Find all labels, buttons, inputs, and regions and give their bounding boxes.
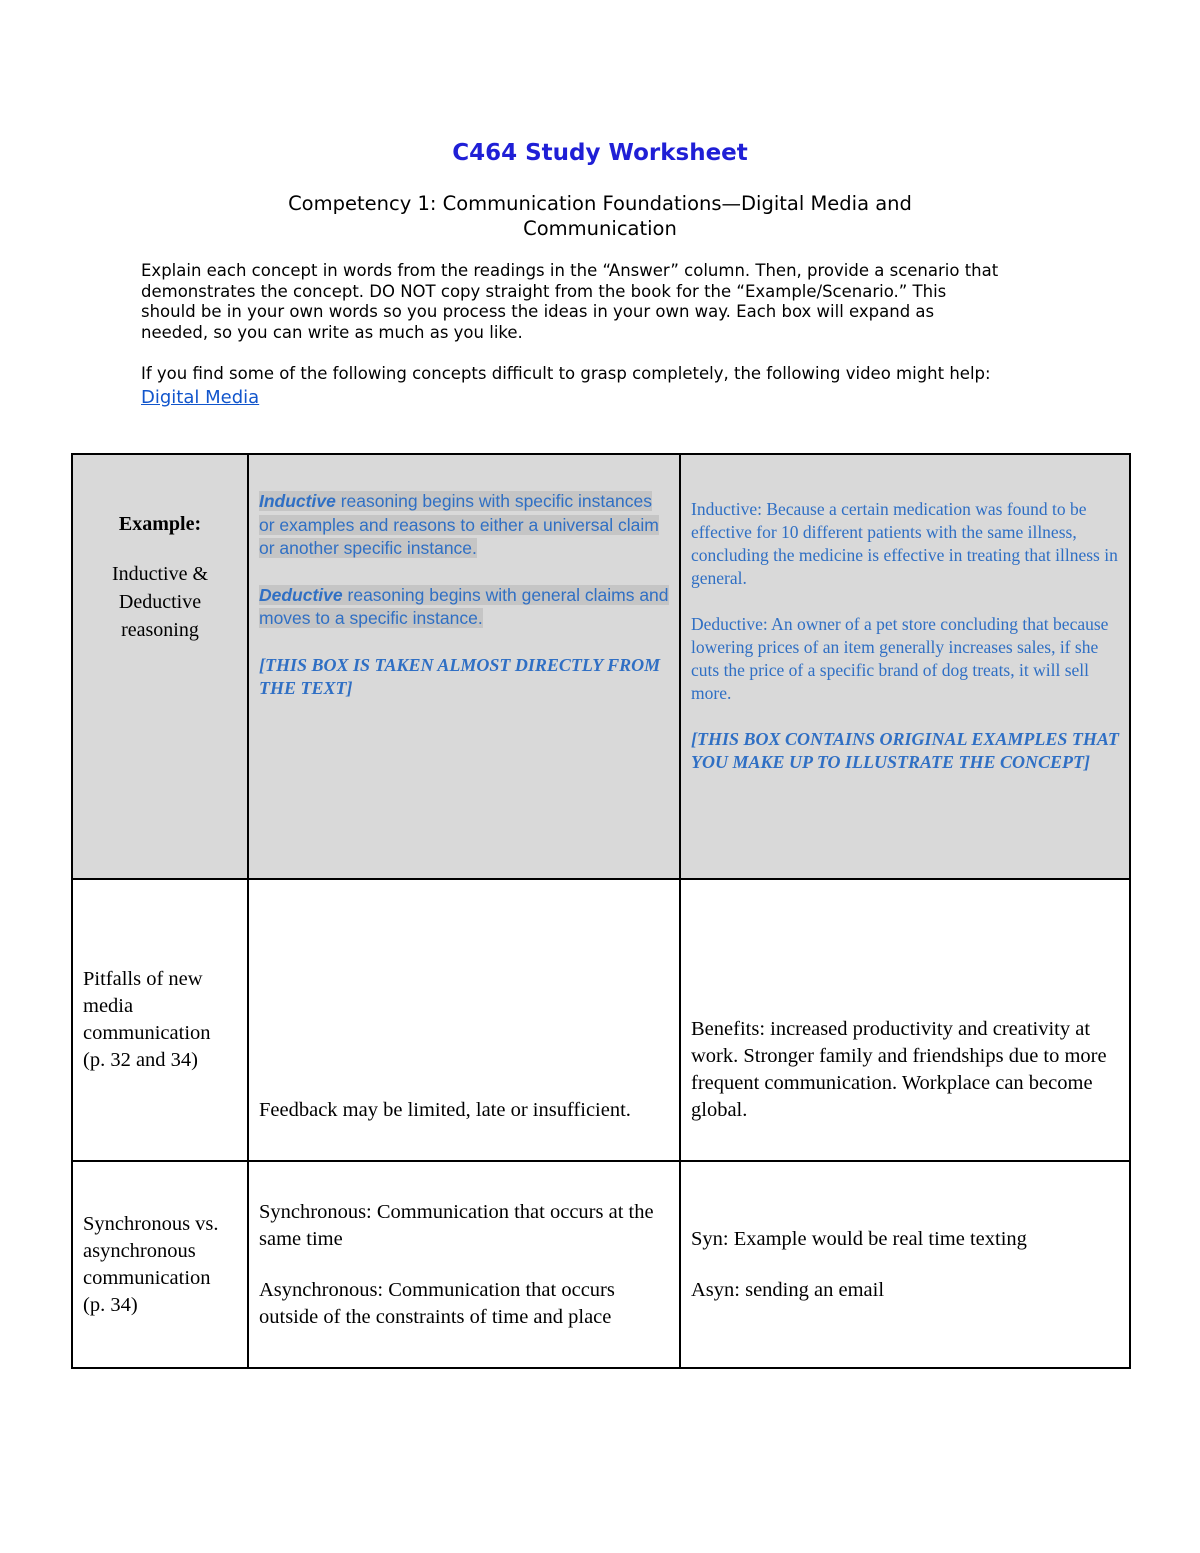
help-text-line: If you find some of the following concepts difficult to grasp completely, the following video might help: <box>141 364 991 383</box>
answer-note: [THIS BOX IS TAKEN ALMOST DIRECTLY FROM THE TEXT] <box>259 654 661 698</box>
example-concept-cell[interactable] <box>72 454 248 879</box>
inductive-definition <box>259 490 669 561</box>
concept-cell-pitfalls[interactable]: Pitfalls of new media communication (p. 32 and 34) <box>72 879 248 1161</box>
example-answer-cell[interactable] <box>248 454 680 879</box>
synchronous-answer: Synchronous: Communication that occurs at the same time <box>259 1200 654 1250</box>
subtitle-line-1: Competency 1: Communication Foundations—Digital Media and <box>288 192 912 215</box>
scenario-cell-pitfalls[interactable]: Benefits: increased productivity and creativity at work. Stronger family and friendships due to more frequent communication. Workplace can become global. <box>680 879 1130 1161</box>
answer-cell-pitfalls[interactable]: Feedback may be limited, late or insufficient. <box>248 879 680 1161</box>
subtitle-line-2: Communication <box>523 217 677 240</box>
synchronous-scenario: Syn: Example would be real time texting <box>691 1227 1027 1250</box>
help-paragraph <box>141 362 1071 410</box>
answer-cell-synchronous[interactable] <box>248 1161 680 1368</box>
table-row <box>72 879 1130 1161</box>
inductive-text: reasoning begins with specific instances or examples and reasons to either a universal claim or another specific instance. <box>259 491 659 558</box>
inductive-term: Inductive <box>259 491 336 511</box>
table-row <box>72 1161 1130 1368</box>
inductive-scenario: Inductive: Because a certain medication was found to be effective for 10 different patients with the same illness, concluding the medicine is effective in treating that illness in general. <box>691 499 1118 588</box>
deductive-definition <box>259 584 669 631</box>
instructions-line: demonstrates the concept. DO NOT copy straight from the book for the “Example/Scenario.” This <box>141 281 947 301</box>
example-label: Example: <box>118 513 202 535</box>
deductive-term: Deductive <box>259 584 343 605</box>
scenario-cell-synchronous[interactable] <box>680 1161 1130 1368</box>
deductive-text: reasoning begins with general claims and moves to a specific instance. <box>259 584 669 628</box>
example-concept-name: Inductive & Deductive reasoning <box>111 563 209 641</box>
instructions-line: should be in your own words so you process the ideas in your own way. Each box will expand as <box>141 302 935 321</box>
digital-media-video-link[interactable]: Digital Media <box>141 387 260 408</box>
example-row <box>72 454 1130 879</box>
asynchronous-scenario: Asyn: sending an email <box>691 1278 885 1301</box>
concepts-table <box>71 453 1131 1369</box>
deductive-scenario: Deductive: An owner of a pet store concluding that because lowering prices of an item generally increases sales, if she cuts the price of a specific brand of dog treats, it will sell more. <box>691 614 1109 703</box>
document-title: C464 Study Worksheet <box>452 140 748 166</box>
competency-subtitle <box>200 191 1000 241</box>
example-scenario-cell[interactable] <box>680 454 1130 879</box>
instructions-line: Explain each concept in words from the readings in the “Answer” column. Then, provide a scenario that <box>141 261 999 280</box>
scenario-note: [THIS BOX CONTAINS ORIGINAL EXAMPLES THAT YOU MAKE UP TO ILLUSTRATE THE CONCEPT] <box>691 729 1119 772</box>
instructions-paragraph <box>141 261 1071 343</box>
concept-cell-synchronous[interactable]: Synchronous vs. asynchronous communication (p. 34) <box>72 1161 248 1368</box>
instructions-line: needed, so you can write as much as you like. <box>141 322 523 342</box>
asynchronous-answer: Asynchronous: Communication that occurs outside of the constraints of time and place <box>259 1278 615 1328</box>
